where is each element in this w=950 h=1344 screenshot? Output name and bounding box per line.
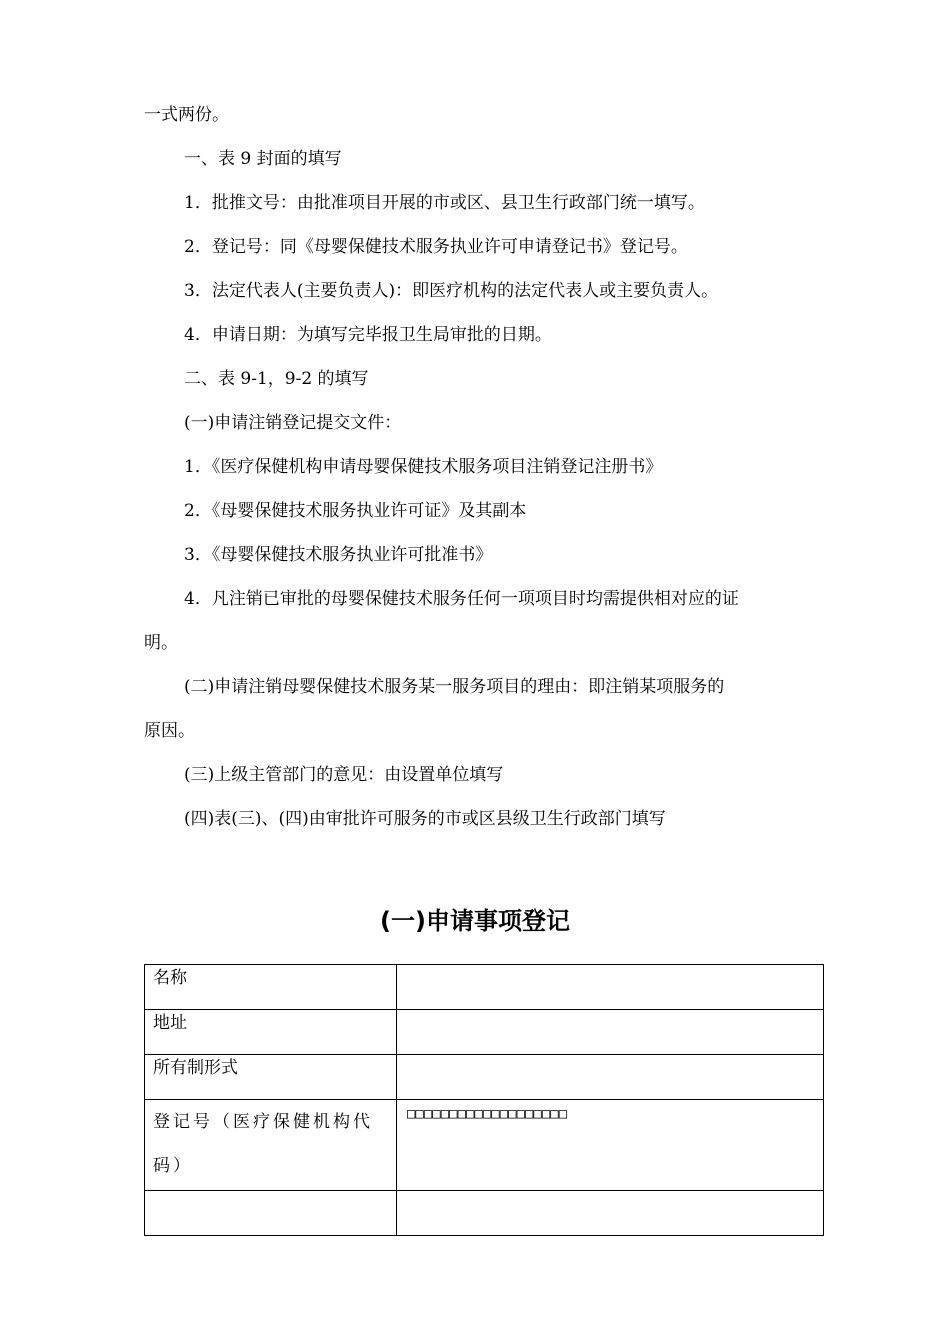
ownership-field[interactable] [397,1055,824,1100]
row-label-registration-code: 登记号（医疗保健机构代码） [145,1100,397,1191]
heading-cover-fill: 一、表 9 封面的填写 [184,149,342,169]
text-line: 1．批推文号：由批准项目开展的市或区、县卫生行政部门统一填写。 [184,193,705,213]
text-line: 1．《医疗保健机构申请母婴保健技术服务项目注销登记注册书》 [184,457,663,477]
table-row [145,965,824,1010]
table-row [145,1055,824,1100]
row-label-empty [145,1191,397,1236]
heading-table-fill: 二、表 9-1，9-2 的填写 [184,369,369,389]
address-field[interactable] [397,1010,824,1055]
text-line: 4．申请日期：为填写完毕报卫生局审批的日期。 [184,325,552,345]
text-line: 明。 [144,633,178,653]
row-label-address: 地址 [145,1010,397,1055]
text-line: 4．凡注销已审批的母婴保健技术服务任何一项项目时均需提供相对应的证 [184,589,739,609]
text-line: (二)申请注销母婴保健技术服务某一服务项目的理由：即注销某项服务的 [184,677,725,697]
text-line: (三)上级主管部门的意见：由设置单位填写 [184,765,504,785]
text-line: 3．法定代表人(主要负责人)：即医疗机构的法定代表人或主要负责人。 [184,281,719,301]
row-label-ownership: 所有制形式 [145,1055,397,1100]
text-line: 原因。 [144,721,195,741]
table-row [145,1010,824,1055]
empty-field[interactable] [397,1191,824,1236]
table-row [145,1191,824,1236]
code-boxes: □□□□□□□□□□□□□□□□□□□ [407,1106,568,1122]
registration-table [144,964,824,1236]
name-field[interactable] [397,965,824,1010]
text-line: 2．登记号：同《母婴保健技术服务执业许可申请登记书》登记号。 [184,237,688,257]
table-row [145,1100,824,1191]
text-line: 2．《母婴保健技术服务执业许可证》及其副本 [184,501,527,521]
row-label-name: 名称 [145,965,397,1010]
text-line: (一)申请注销登记提交文件： [184,413,402,433]
text-line: 一式两份。 [144,105,229,125]
text-line: (四)表(三)、(四)由审批许可服务的市或区县级卫生行政部门填写 [184,809,666,829]
text-line: 3．《母婴保健技术服务执业许可批准书》 [184,545,493,565]
section-title: (一)申请事项登记 [380,907,570,935]
registration-code-field[interactable] [397,1100,824,1191]
